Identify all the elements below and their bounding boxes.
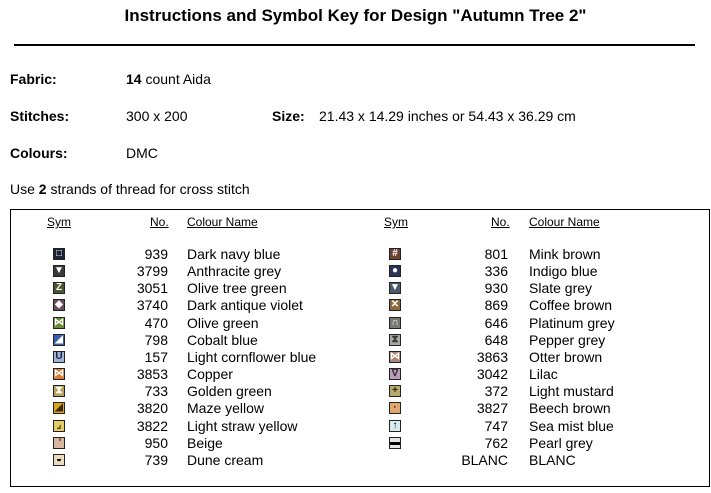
colour-name: Golden green [187, 383, 272, 400]
key-row [11, 452, 701, 469]
colour-name: Slate grey [529, 280, 593, 297]
dmc-number: 157 [144, 348, 168, 365]
dmc-number: 3051 [136, 280, 168, 297]
key-row [11, 315, 701, 332]
colour-name: Maze yellow [187, 400, 265, 417]
symbol-swatch: ⋈ [54, 316, 64, 328]
symbol-swatch: ◢ [53, 402, 65, 414]
dmc-number: 798 [144, 331, 168, 348]
stitches-label: Stitches: [10, 108, 70, 124]
dmc-number: 470 [144, 314, 168, 331]
symbol-swatch: + [389, 385, 401, 397]
dmc-number: 3863 [476, 348, 508, 365]
symbol-swatch: ⧗ [53, 385, 65, 397]
dmc-number: 646 [484, 314, 508, 331]
symbol-swatch: U [53, 351, 65, 363]
symbol-swatch: ✕ [390, 299, 400, 311]
dmc-number: 869 [484, 297, 508, 314]
dmc-number: 950 [144, 434, 168, 451]
symbol-swatch: ▼ [54, 265, 64, 277]
key-row [11, 418, 701, 435]
symbol-swatch: # [389, 248, 401, 260]
colour-name: Olive tree green [187, 280, 287, 297]
symbol-swatch: ↑ [389, 420, 401, 432]
symbol-swatch: ⧗ [389, 334, 401, 346]
colours-value: DMC [126, 145, 158, 161]
header-name-right: Colour Name [529, 215, 600, 229]
key-row [11, 383, 701, 400]
dmc-number: 739 [144, 451, 168, 468]
colour-name: Copper [187, 366, 233, 383]
symbol-swatch: ⌝ [53, 437, 65, 449]
strands-instruction [10, 181, 250, 197]
size-label: Size: [272, 108, 305, 124]
header-no-left: No. [150, 215, 169, 229]
symbol-swatch: ◒ [53, 454, 65, 466]
colour-name: Otter brown [529, 348, 603, 365]
colour-name: Dark navy blue [187, 246, 281, 262]
symbol-swatch: ▬ [390, 436, 400, 448]
dmc-number: 762 [484, 434, 508, 451]
symbol-swatch: ● [389, 265, 401, 277]
dmc-number: 3740 [136, 297, 168, 314]
colour-name: Light straw yellow [187, 417, 298, 434]
symbol-swatch: ◆ [53, 299, 65, 311]
colour-name: Light mustard [529, 383, 614, 400]
dmc-number: BLANC [461, 451, 508, 468]
header-name-left: Colour Name [187, 215, 258, 229]
colour-name: Beige [187, 434, 223, 451]
symbol-swatch: ∇ [389, 368, 401, 380]
symbol-swatch: ◢ [53, 334, 65, 346]
key-row [11, 297, 701, 314]
fabric-value [126, 71, 211, 87]
dmc-number: 3799 [136, 263, 168, 280]
colour-name: Olive green [187, 314, 259, 331]
colours-label: Colours: [10, 145, 68, 161]
dmc-number: 939 [144, 246, 168, 262]
colour-name: Pearl grey [529, 434, 593, 451]
colour-name: Indigo blue [529, 263, 598, 280]
colour-name: BLANC [529, 451, 576, 468]
fabric-count: 14 [126, 71, 142, 87]
colour-name: Coffee brown [529, 297, 613, 314]
symbol-swatch: ⌟ [53, 420, 65, 432]
key-row [11, 400, 701, 417]
key-row [11, 366, 701, 383]
dmc-number: 372 [484, 383, 508, 400]
colour-name: Platinum grey [529, 314, 615, 331]
colour-name: Cobalt blue [187, 331, 258, 348]
key-row [11, 332, 701, 349]
key-row [11, 280, 701, 297]
header-no-right: No. [491, 215, 510, 229]
colour-name: Beech brown [529, 400, 611, 417]
stitches-value: 300 x 200 [126, 108, 188, 124]
dmc-number: 3042 [476, 366, 508, 383]
page-title: Instructions and Symbol Key for Design "Autumn Tree 2" [124, 6, 587, 25]
dmc-number: 3827 [476, 400, 508, 417]
colour-name: Anthracite grey [187, 263, 282, 280]
symbol-swatch: Z [53, 282, 65, 294]
dmc-number: 733 [144, 383, 168, 400]
strands-suffix: strands of thread for cross stitch [50, 181, 250, 197]
strands-count: 2 [38, 181, 47, 197]
colour-name: Dark antique violet [187, 297, 303, 314]
header-sym-right: Sym [384, 215, 408, 229]
colour-name: Mink brown [529, 246, 601, 262]
colour-name: Pepper grey [529, 331, 606, 348]
key-row [11, 263, 701, 280]
dmc-number: 747 [484, 417, 508, 434]
dmc-number: 3820 [136, 400, 168, 417]
key-row [11, 246, 701, 263]
key-row [11, 349, 701, 366]
colour-name: Dune cream [187, 451, 264, 468]
colour-name: Light cornflower blue [187, 348, 317, 365]
dmc-number: 3853 [136, 366, 168, 383]
strands-prefix: Use [10, 181, 35, 197]
symbol-swatch: ▼ [390, 282, 400, 294]
dmc-number: 336 [484, 263, 508, 280]
dmc-number: 648 [484, 331, 508, 348]
title-divider [14, 44, 695, 46]
colour-name: Lilac [529, 366, 558, 383]
symbol-swatch: ∩ [389, 317, 401, 329]
dmc-number: 3822 [136, 417, 168, 434]
key-row [11, 435, 701, 452]
header-sym-left: Sym [47, 215, 71, 229]
symbol-swatch: ⋈ [390, 350, 400, 362]
fabric-rest: count Aida [145, 71, 211, 87]
symbol-swatch: ⋈ [54, 368, 64, 380]
size-value: 21.43 x 14.29 inches or 54.43 x 36.29 cm [319, 108, 576, 124]
dmc-number: 930 [484, 280, 508, 297]
colour-name: Sea mist blue [529, 417, 614, 434]
symbol-swatch: · [389, 402, 401, 414]
symbol-swatch: □ [53, 248, 65, 260]
fabric-label: Fabric: [10, 71, 57, 87]
symbol-key-table [10, 209, 710, 487]
symbol-swatch [389, 454, 401, 466]
dmc-number: 801 [484, 246, 508, 262]
